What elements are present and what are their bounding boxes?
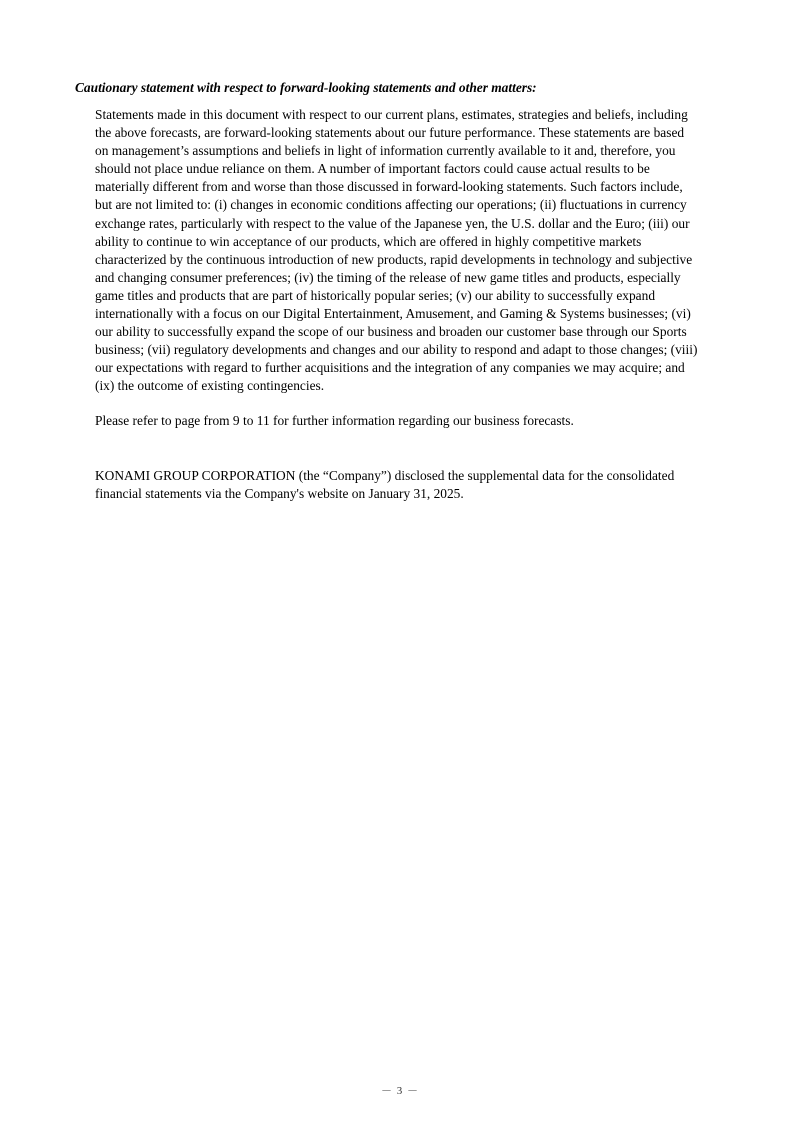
forward-looking-statement-paragraph: [95, 106, 735, 396]
supplemental-data-paragraph: [95, 467, 735, 503]
paragraph-line: game titles and products that are part of historically popular series; (v) our ability to successfully expand: [95, 287, 656, 303]
paragraph-line: financial statements via the Company's website on January 31, 2025.: [95, 486, 464, 502]
paragraph-line: business; (vii) regulatory developments and changes and our ability to respond and adapt to those changes; (viii): [95, 342, 698, 358]
paragraph-line: the above forecasts, are forward-looking statements about our future performance. These statements are based: [95, 125, 685, 141]
page-number: － 3 －: [381, 1085, 419, 1097]
paragraph-line: Please refer to page from 9 to 11 for further information regarding our business forecasts.: [95, 413, 574, 428]
paragraph-line: KONAMI GROUP CORPORATION (the “Company”) disclosed the supplemental data for the consolidated: [95, 468, 675, 483]
paragraph-line: (ix) the outcome of existing contingencies.: [95, 378, 325, 394]
paragraph-line: and changing consumer preferences; (iv) the timing of the release of new game titles and products, especially: [95, 269, 681, 285]
paragraph-line: exchange rates, particularly with respect to the value of the Japanese yen, the U.S. dollar and the Euro; (iii) our: [95, 215, 690, 231]
cautionary-statement-heading: Cautionary statement with respect to forward-looking statements and other matters:: [75, 80, 537, 95]
paragraph-line: our expectations with regard to further acquisitions and the integration of any companies we may acquire; and: [95, 360, 685, 376]
forecast-reference-paragraph: [95, 412, 735, 430]
paragraph-line: ability to continue to win acceptance of our products, which are offered in highly competitive markets: [95, 233, 642, 249]
paragraph-line: Statements made in this document with respect to our current plans, estimates, strategies and beliefs, including: [95, 107, 688, 122]
paragraph-line: on management’s assumptions and beliefs in light of information currently available to it and, therefore, you: [95, 143, 676, 159]
paragraph-line: characterized by the continuous introduction of new products, rapid developments in technology and subjective: [95, 251, 693, 267]
paragraph-line: materially different from and worse than those discussed in forward-looking statements. Such factors include,: [95, 179, 683, 195]
paragraph-line: but are not limited to: (i) changes in economic conditions affecting our operations; (ii) fluctuations in currency: [95, 197, 687, 213]
paragraph-line: our ability to successfully expand the scope of our business and broaden our customer base through our Sports: [95, 324, 687, 340]
paragraph-line: should not place undue reliance on them. A number of important factors could cause actual results to be: [95, 161, 650, 177]
paragraph-line: internationally with a focus on our Digital Entertainment, Amusement, and Gaming & Systems businesses; (vi): [95, 306, 691, 322]
